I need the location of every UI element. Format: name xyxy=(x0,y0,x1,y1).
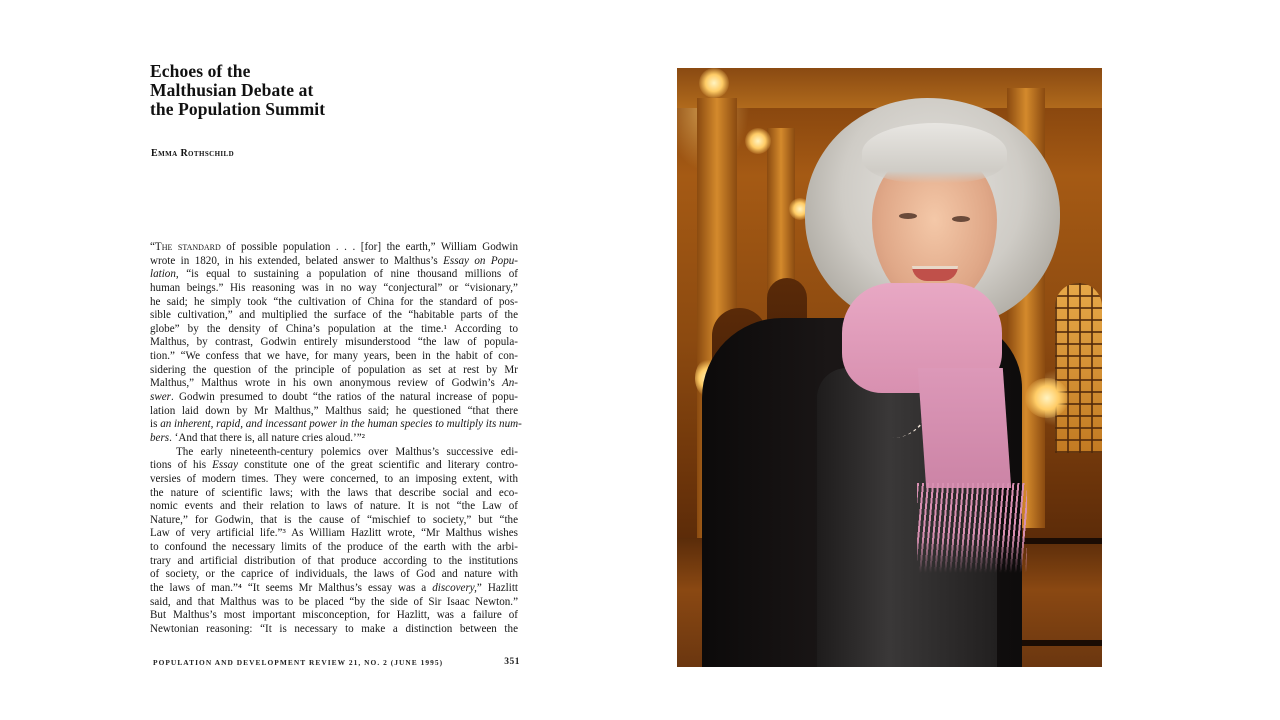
text-run: ” Hazlitt xyxy=(476,582,519,595)
body-line xyxy=(150,323,518,337)
journal-citation: POPULATION AND DEVELOPMENT REVIEW 21, NO. 2 (JUNE 1995) xyxy=(153,658,444,667)
body-line xyxy=(150,541,518,555)
text-run: swer xyxy=(150,391,171,404)
body-line xyxy=(150,568,518,582)
text-run: the nature of scientific laws; with the laws that describe social and eco- xyxy=(150,486,518,499)
text-run: versies of modern times. They were concerned, to an imposing extent, with xyxy=(150,472,518,485)
text-run: Essay xyxy=(212,459,239,472)
wall-light xyxy=(1025,378,1069,418)
page-footer xyxy=(153,658,520,670)
body-line xyxy=(150,391,518,405)
text-run: sible cultivation,” and multiplied the surface of the “habitable parts of the xyxy=(150,309,518,322)
text-run: human beings.” His reasoning was in no way “conjectural” or “visionary,” xyxy=(150,281,518,294)
text-run: Newtonian reasoning: “It is necessary to make a distinction between the xyxy=(150,622,518,635)
body-line xyxy=(150,405,518,419)
body-line xyxy=(150,623,518,637)
text-run: Malthus, by contrast, Godwin entirely misunderstood “the law of popula- xyxy=(150,336,518,349)
text-run: discovery, xyxy=(432,582,477,595)
text-run: “is equal to sustaining a population of nine thousand millions of xyxy=(178,268,518,281)
text-run: An- xyxy=(501,377,518,390)
body-line xyxy=(150,459,518,473)
body-line xyxy=(150,350,518,364)
text-run: said, and that Malthus was to be placed “by the side of Sir Isaac Newton.” xyxy=(150,595,518,608)
text-run: “The standard xyxy=(150,241,221,253)
text-run: Essay on Popu- xyxy=(443,254,518,267)
text-run: bers xyxy=(150,431,170,444)
scarf-fringe xyxy=(917,483,1027,573)
eye xyxy=(899,213,917,219)
hair-fringe xyxy=(862,123,1007,183)
body-line xyxy=(150,377,518,391)
title-line: the Population Summit xyxy=(150,99,326,119)
text-run: is xyxy=(150,418,161,431)
text-run: globe” by the density of China’s population at the time.¹ According to xyxy=(150,322,518,335)
body-line xyxy=(150,446,518,460)
journal-page xyxy=(150,60,520,672)
text-run: an inherent, rapid, and incessant power in the human species to multiply its num- xyxy=(160,418,522,431)
body-line xyxy=(150,487,518,501)
eye xyxy=(952,216,970,222)
title-line: Echoes of the xyxy=(150,61,251,81)
text-run: he said; he simply took “the cultivation of China for the standard of pos- xyxy=(150,295,518,308)
body-line xyxy=(150,296,518,310)
body-line xyxy=(150,514,518,528)
body-line xyxy=(150,255,518,269)
text-run: constitute one of the great scientific and literary contro- xyxy=(238,459,518,472)
body-line xyxy=(150,364,518,378)
text-run: the laws of man.”⁴ “It seems Mr Malthus’s essay was a xyxy=(150,582,433,595)
photo-window xyxy=(1055,283,1102,453)
body-line xyxy=(150,473,518,487)
text-run: tions of his xyxy=(150,459,213,472)
body-line xyxy=(150,527,518,541)
text-run: But Malthus’s most important misconception, for Hazlitt, was a failure of xyxy=(150,609,518,622)
body-line xyxy=(150,336,518,350)
wall-light xyxy=(699,68,729,98)
text-run: lation, xyxy=(150,268,179,281)
body-line xyxy=(150,555,518,569)
body-line xyxy=(150,582,518,596)
text-run: to confound the necessary limits of the produce of the earth with the arbi- xyxy=(150,541,518,554)
article-body xyxy=(150,241,522,637)
portrait-photo xyxy=(677,68,1102,667)
body-line xyxy=(150,309,518,323)
text-run: lation laid down by Mr Malthus,” Malthus said; he questioned “that there xyxy=(150,404,518,417)
body-line xyxy=(150,282,518,296)
text-run: sidering the question of the principle of population as set at rest by Mr xyxy=(150,363,518,376)
text-run: . ‘And that there is, all nature cries aloud.’”² xyxy=(169,431,365,444)
text-run: Malthus,” Malthus wrote in his own anonymous review of Godwin’s xyxy=(150,377,502,390)
text-run: of society, or the caprice of individuals, the laws of God and nature with xyxy=(150,568,518,581)
article-title xyxy=(150,62,410,119)
text-run: Law of very artificial life.”³ As William Hazlitt wrote, “Mr Malthus wishes xyxy=(150,527,518,540)
text-run: The early nineteenth-century polemics over Malthus’s successive edi- xyxy=(176,445,518,458)
body-line xyxy=(150,596,518,610)
body-line xyxy=(150,418,522,432)
body-line xyxy=(150,609,518,623)
text-run: Nature,” for Godwin, that is the cause of “mischief to society,” but “the xyxy=(150,513,518,526)
author-name: Emma Rothschild xyxy=(151,148,235,159)
scarf-tail xyxy=(918,368,1011,488)
body-line xyxy=(150,268,518,282)
text-run: trary and artificial distribution of that produce according to the institutions xyxy=(150,554,518,567)
text-run: . Godwin presumed to doubt “the ratios of the natural increase of popu- xyxy=(170,391,518,404)
text-run: tion.” “We confess that we have, for many years, been in the habit of con- xyxy=(150,350,518,363)
text-run: of possible population . . . [for] the earth,” William Godwin xyxy=(220,241,518,253)
text-run: nomic events and their relation to laws of nature. It is not “the Law of xyxy=(150,500,518,513)
body-line xyxy=(150,241,518,255)
title-line: Malthusian Debate at xyxy=(150,80,314,100)
body-line xyxy=(150,432,518,446)
wall-light xyxy=(745,128,771,154)
page-number: 351 xyxy=(504,657,520,667)
text-run: wrote in 1820, in his extended, belated answer to Malthus’s xyxy=(150,254,444,267)
body-line xyxy=(150,500,518,514)
